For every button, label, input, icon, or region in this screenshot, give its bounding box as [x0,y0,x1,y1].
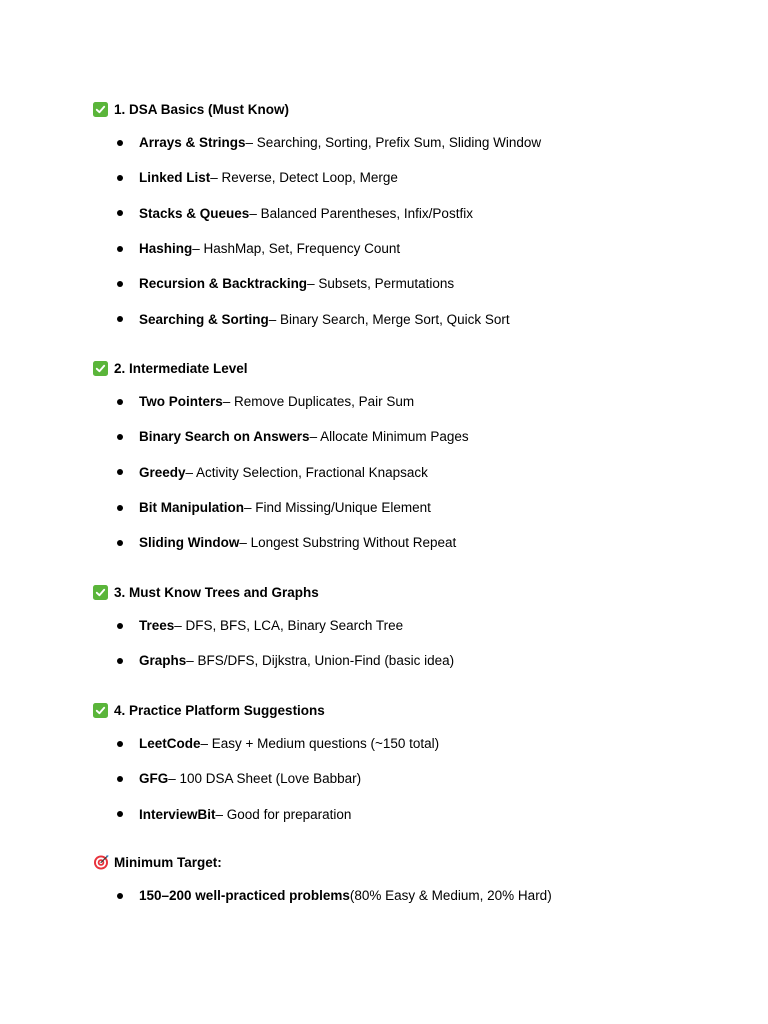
list-item [93,384,733,419]
section-heading [93,582,733,602]
section-minimum-target [93,852,733,913]
item-term: Recursion & Backtracking [139,276,308,292]
item-detail: – DFS, BFS, LCA, Binary Search Tree [174,618,404,634]
section-practice-platforms [93,700,733,832]
list-item [93,125,733,160]
item-detail: – 100 DSA Sheet (Love Babbar) [168,771,362,787]
item-term: GFG [139,771,169,787]
list-item [93,726,733,761]
item-term: 150–200 well-practiced problems [139,888,350,904]
item-term: Greedy [139,464,186,480]
check-mark-icon [93,703,108,718]
check-mark-icon [93,361,108,376]
item-detail: – Good for preparation [215,806,352,822]
list-item [93,490,733,525]
item-term: LeetCode [139,736,201,752]
list-item [93,196,733,231]
item-term: Two Pointers [139,394,223,410]
list-item [93,643,733,678]
list-item [93,608,733,643]
section-heading [93,99,733,119]
list-item [93,266,733,301]
bullet-list [93,726,733,832]
item-detail: – HashMap, Set, Frequency Count [192,241,401,257]
item-term: InterviewBit [139,806,216,822]
item-term: Trees [139,618,175,634]
list-item [93,525,733,560]
item-detail: – Activity Selection, Fractional Knapsack [185,464,428,480]
item-term: Linked List [139,170,211,186]
section-heading-text: 1. DSA Basics (Must Know) [114,101,290,117]
item-term: Hashing [139,241,193,257]
item-detail: – Find Missing/Unique Element [244,500,431,516]
item-detail: (80% Easy & Medium, 20% Hard) [349,888,552,904]
section-intermediate-level [93,358,733,560]
section-trees-and-graphs [93,582,733,679]
section-heading-text: Minimum Target: [114,854,222,870]
item-detail: – Remove Duplicates, Pair Sum [222,394,415,410]
item-term: Graphs [139,653,187,669]
list-item [93,878,733,913]
item-detail: – Easy + Medium questions (~150 total) [200,736,440,752]
item-term: Searching & Sorting [139,311,269,327]
item-detail: – Allocate Minimum Pages [309,429,469,445]
item-term: Binary Search on Answers [139,429,310,445]
bullet-list [93,608,733,679]
bullet-list [93,384,733,560]
section-dsa-basics [93,99,733,337]
section-heading-text: 3. Must Know Trees and Graphs [114,584,319,600]
check-mark-icon [93,585,108,600]
list-item [93,301,733,336]
list-item [93,797,733,832]
item-detail: – Longest Substring Without Repeat [239,535,457,551]
list-item [93,761,733,796]
item-detail: – Searching, Sorting, Prefix Sum, Sliding Window [245,135,542,151]
list-item [93,455,733,490]
target-icon [93,854,109,870]
list-item [93,419,733,454]
item-detail: – Subsets, Permutations [307,276,455,292]
section-heading [93,852,733,872]
item-detail: – BFS/DFS, Dijkstra, Union-Find (basic idea) [186,653,455,669]
list-item [93,160,733,195]
bullet-list [93,878,733,913]
section-heading [93,358,733,378]
item-detail: – Reverse, Detect Loop, Merge [210,170,398,186]
section-heading-text: 4. Practice Platform Suggestions [114,702,325,718]
item-term: Stacks & Queues [139,205,250,221]
section-heading-text: 2. Intermediate Level [114,360,248,376]
list-item [93,231,733,266]
item-term: Bit Manipulation [139,500,244,516]
section-heading [93,700,733,720]
check-mark-icon [93,102,108,117]
item-detail: – Binary Search, Merge Sort, Quick Sort [268,311,510,327]
item-term: Arrays & Strings [139,135,246,151]
item-detail: – Balanced Parentheses, Infix/Postfix [249,205,473,221]
item-term: Sliding Window [139,535,240,551]
bullet-list [93,125,733,337]
